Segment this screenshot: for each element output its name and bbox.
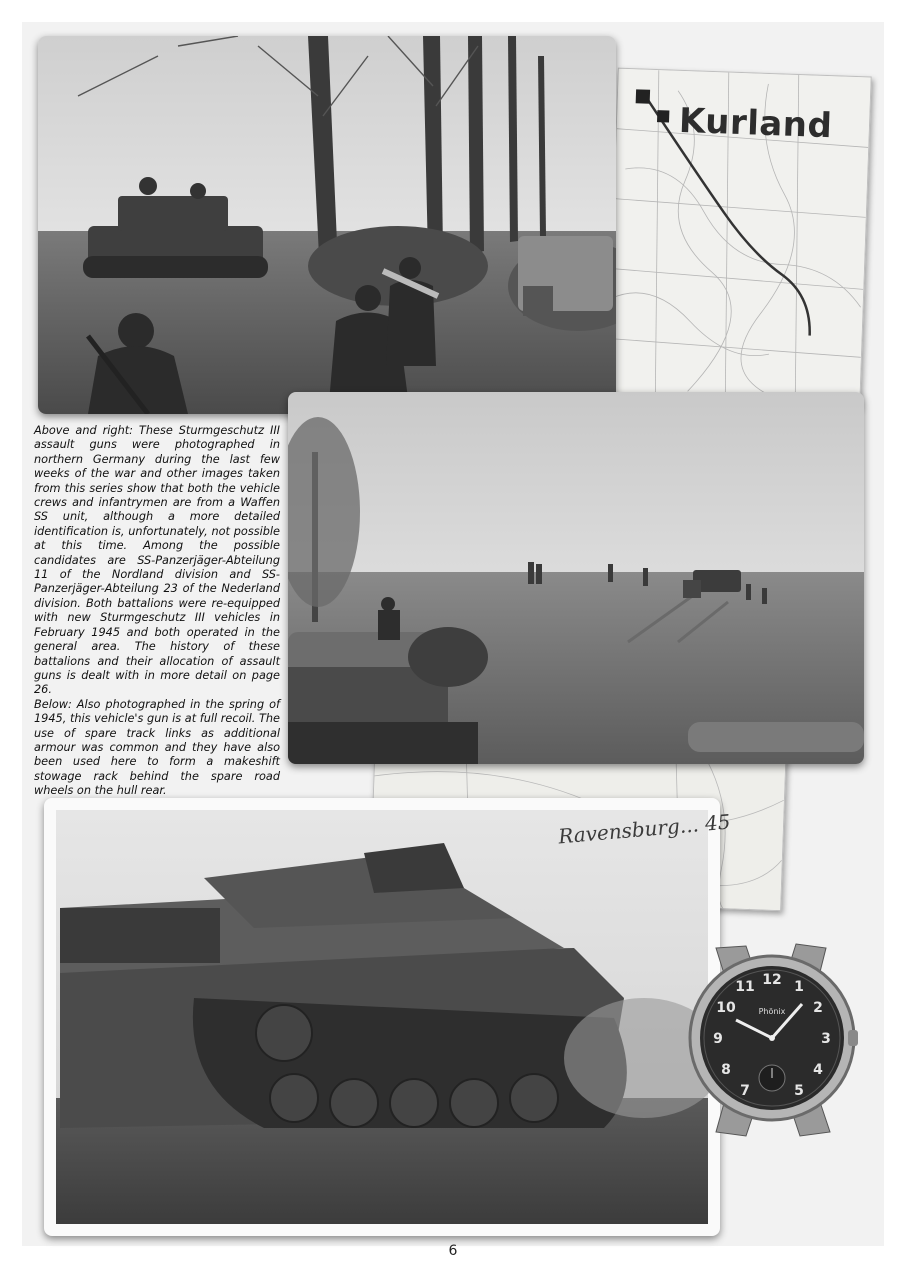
watch-brand: Phönix [758,1007,786,1016]
page-number: 6 [448,1243,458,1259]
handwritten-note: Ravensburg... 45 [557,809,732,849]
photo-top-infantry-and-assault-gun [38,36,616,414]
dial-9: 9 [713,1031,723,1047]
photo-caption [34,424,280,799]
dial-7: 7 [740,1083,750,1099]
dial-12: 12 [762,972,782,988]
dial-5: 5 [794,1083,804,1099]
dial-8: 8 [721,1062,731,1078]
dial-1: 1 [794,979,804,995]
map-title: Kurland [678,100,834,147]
dial-2: 2 [813,1000,823,1016]
wristwatch [686,936,860,1142]
dial-3: 3 [821,1031,831,1047]
dial-11: 11 [735,979,755,995]
caption-above: Above and right: These Sturmgeschutz III assault guns were photographed in northern Germany during the last few weeks of the war and other images taken from this series show that both the vehicle crews and infantrymen are from a Waffen SS unit, although a more detailed identification is, unfortunately, not possible at this time. Among the possible candidates are SS-Panzerjäger-Abteilung 11 of the Nordland division and SS-Panzerjäger-Abteilung 23 of the Nederland division. Both battalions were re-equipped with new Sturmgeschutz III vehicles in February 1945 and both operated in the general area. The history of these battalions and their allocation of assault guns is dealt with in more detail on page 26. [34,424,280,697]
dial-4: 4 [813,1062,823,1078]
dial-10: 10 [716,1000,736,1016]
photo-bottom-assault-gun-recoil [44,798,720,1236]
caption-below: Below: Also photographed in the spring of 1945, this vehicle's gun is at full recoil. The use of spare track links as additional armour was common and they have also been used here to form a makeshift stowage rack behind the spare road wheels on the hull rear. [34,697,280,798]
photo-middle-field-assault-guns [288,392,864,764]
kurland-map [606,68,871,409]
